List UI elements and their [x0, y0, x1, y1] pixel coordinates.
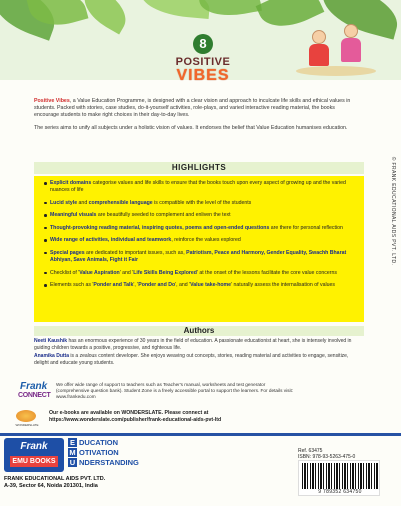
- wonderslate-label: WONDERSLATE: [15, 423, 39, 427]
- divider: [0, 433, 401, 436]
- grade-badge: 8: [193, 34, 213, 54]
- wonderslate-text: Our e-books are available on WONDERSLATE. Please connect at https://www.wonderslate.com/publisher/frank-educational-aids-pvt-ltd: [49, 410, 222, 423]
- wonderslate-logo-icon: [16, 410, 36, 422]
- list-item: Checklist of 'Value Aspiration' and 'Life Skills Being Explored' at the onset of the lessons facilitate the core value concerns: [44, 270, 360, 277]
- list-item: Special pages are dedicated to important issues, such as, Patriotism, Peace and Harmony, Gender Equality, Swachh Bharat Abhiyan, Save Animals, Fight it Fair: [44, 250, 360, 264]
- list-item: Meaningful visuals are beautifully seeded to complement and enliven the text: [44, 212, 360, 219]
- list-item: Elements such as 'Ponder and Talk', 'Ponder and Do', and 'Value take-home' naturally assess the internalisation of values: [44, 282, 360, 289]
- authors-text: Neeti Kaushik has an enormous experience of 30 years in the field of education. A passionate educationist at heart, she is intensely involved in guiding children towards a positive, progressive, and righteous life. Anamika Dutta is a zealous content developer. She enjoys weaving out concepts, stories, reading material and activities to engage, sensitize, delight and educate young students.: [34, 338, 352, 366]
- highlights-heading: HIGHLIGHTS: [34, 162, 364, 174]
- list-item: Wide range of activities, individual and teamwork, reinforce the values explored: [44, 237, 360, 244]
- list-item: Thought-provoking reading material, inspiring quotes, poems and open-ended questions are there for personal reflection: [44, 225, 360, 232]
- list-item: Explicit domains categorise values and life skills to ensure that the books touch upon every aspect of growing up and the varied nuances of life: [44, 180, 360, 194]
- frank-connect-logo: Frank CONNECT: [18, 381, 51, 399]
- children-illustration: [296, 22, 376, 78]
- authors-heading: Authors: [34, 326, 364, 336]
- frank-emu-logo: Frank EMU BOOKS: [4, 438, 64, 472]
- barcode: 9 789352 634750: [298, 460, 380, 496]
- series-title-top: POSITIVE: [175, 56, 231, 68]
- copyright-vertical: © FRANK EDUCATIONAL AIDS PVT. LTD.: [390, 156, 396, 266]
- emu-tagline: E DUCATION M OTIVATION U NDERSTANDING: [69, 438, 139, 467]
- highlights-list: [44, 180, 360, 295]
- frank-connect-text: We offer wide range of support to teachers such as Teacher's manual, worksheets and test generator (comprehensive question bank). Student Zone is a freely accessible portal to support the learners. For details visit: www.frankedu.com: [56, 382, 294, 399]
- list-item: Lucid style and comprehensible language is compatible with the level of the students: [44, 200, 360, 207]
- series-title-bottom: VIBES: [176, 67, 230, 84]
- isbn-info: Ref. 63475 ISBN: 978-93-5263-475-0: [298, 448, 356, 460]
- publisher-info: FRANK EDUCATIONAL AIDS PVT. LTD. A-39, Sector 64, Noida 201301, India: [4, 476, 106, 489]
- intro-text: Positive Vibes, a Value Education Programme, is designed with a clear vision and approach to inculcate life skills and ethical values in students. Packed with stories, case studies, do-it-yourself activities, role-plays, and varied interactive reading material, the books encourage students to make right choices in their day-to-day lives. The series aims to unify all subjects under a holistic vision of values. It endorses the belief that Value Education humanises education.: [34, 98, 351, 131]
